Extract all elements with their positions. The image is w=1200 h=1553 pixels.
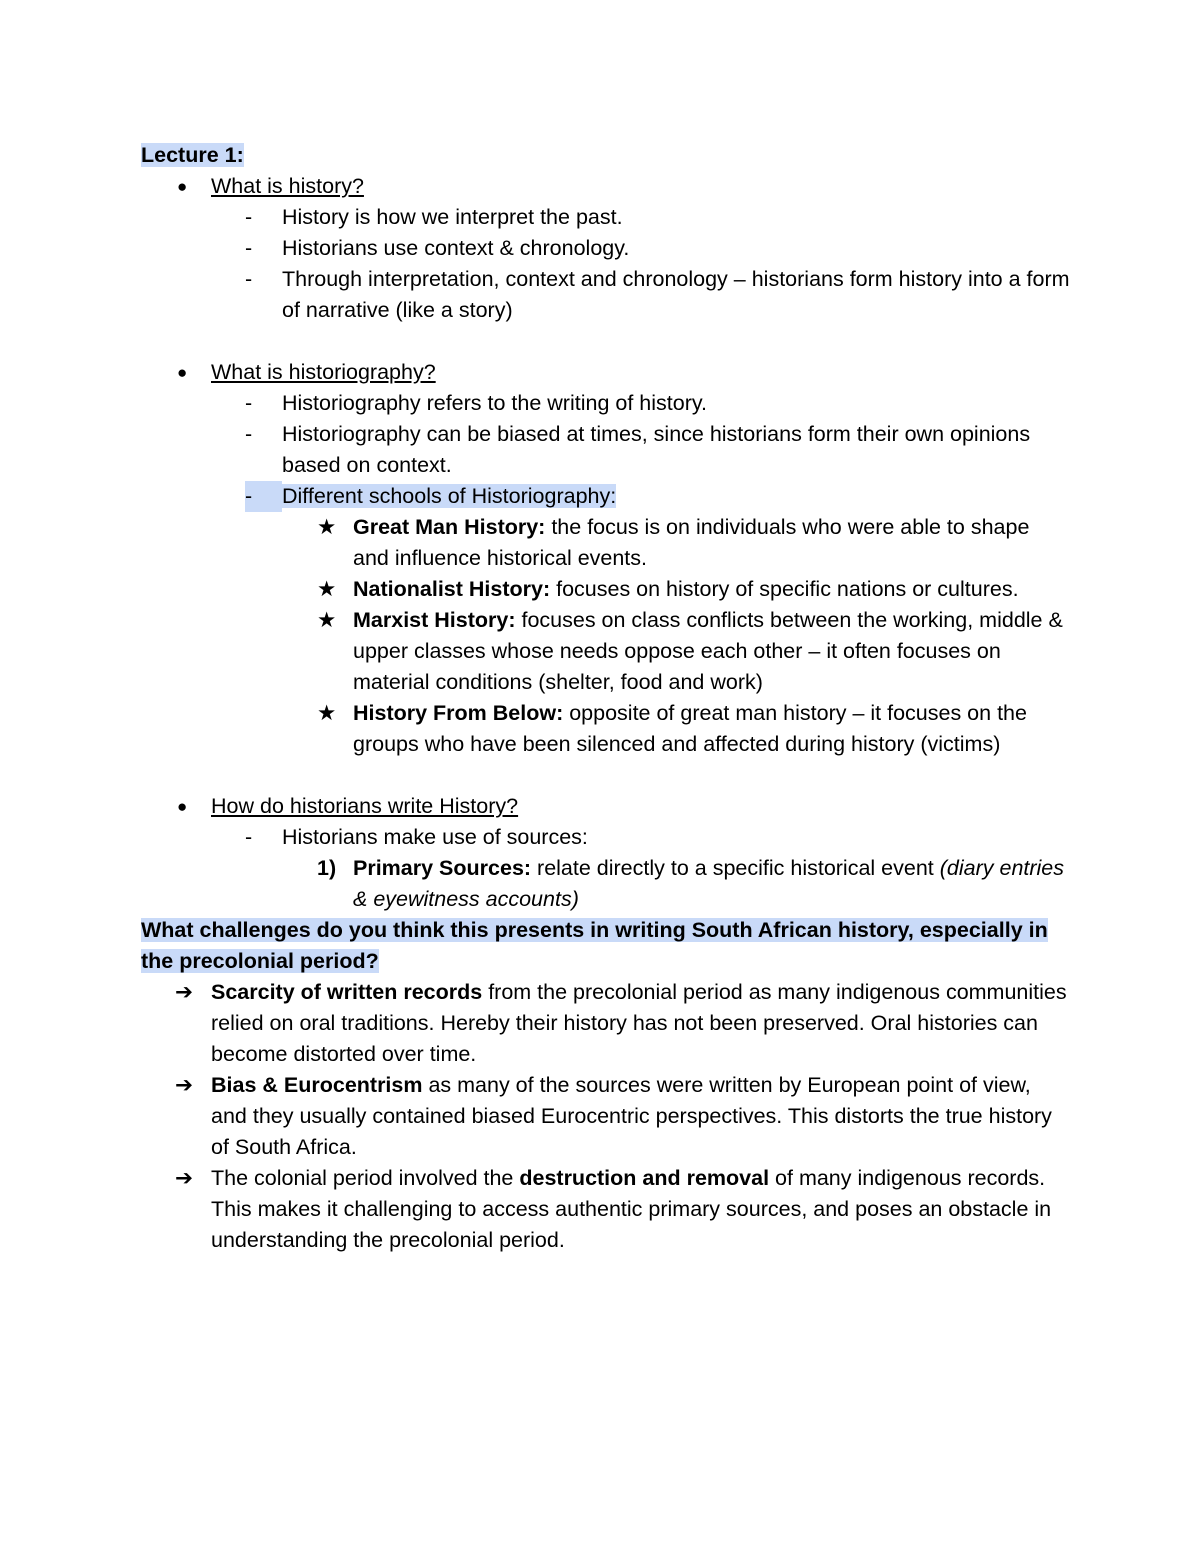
star-icon: ★ <box>317 515 337 539</box>
spacer <box>141 760 1071 791</box>
question-heading: What challenges do you think this presents in writing South African history, especially in the precolonial period? <box>141 918 1048 973</box>
lecture-heading: Lecture 1: <box>141 143 244 167</box>
spacer <box>141 326 1071 357</box>
section-title: What is history? <box>211 174 364 198</box>
dash-icon: - <box>245 267 253 291</box>
list-item: - Historiography can be biased at times, since historians form their own opinions based on context. <box>141 419 1071 481</box>
challenge-item: ➔ The colonial period involved the destruction and removal of many indigenous records. This makes it challenging to access authentic primary sources, and poses an obstacle in understanding the precolonial period. <box>141 1163 1071 1256</box>
section-title: What is historiography? <box>211 360 436 384</box>
school-great-man: ★ Great Man History: the focus is on individuals who were able to shape and influence historical events. <box>141 512 1071 574</box>
school-marxist: ★ Marxist History: focuses on class conflicts between the working, middle & upper classes whose needs oppose each other – it often focuses on material conditions (shelter, food and work) <box>141 605 1071 698</box>
section-what-is-historiography <box>141 357 1071 388</box>
source-primary: 1) Primary Sources: relate directly to a specific historical event (diary entries & eyewitness accounts) <box>141 853 1071 915</box>
challenge-item: ➔ Scarcity of written records from the precolonial period as many indigenous communities relied on oral traditions. Hereby their history has not been preserved. Oral histories can become distorted over time. <box>141 977 1071 1070</box>
dash-icon: - <box>245 825 253 849</box>
list-item: - History is how we interpret the past. <box>141 202 1071 233</box>
star-icon: ★ <box>317 577 337 601</box>
bullet-icon: ● <box>177 363 188 382</box>
challenge-item: ➔ Bias & Eurocentrism as many of the sources were written by European point of view, and they usually contained biased Eurocentric perspectives. This distorts the true history of South Africa. <box>141 1070 1071 1163</box>
arrow-icon: ➔ <box>175 1073 194 1097</box>
list-item: - Historians use context & chronology. <box>141 233 1071 264</box>
list-item: - Through interpretation, context and chronology – historians form history into a form of narrative (like a story) <box>141 264 1071 326</box>
list-item: - Historians make use of sources: <box>141 822 1071 853</box>
school-from-below: ★ History From Below: opposite of great man history – it focuses on the groups who have been silenced and affected during history (victims) <box>141 698 1071 760</box>
bullet-icon: ● <box>177 797 188 816</box>
list-item-highlighted: - Different schools of Historiography: <box>141 481 1071 512</box>
dash-icon: - <box>245 391 253 415</box>
arrow-icon: ➔ <box>175 980 194 1004</box>
section-what-is-history <box>141 171 1071 202</box>
star-icon: ★ <box>317 701 337 725</box>
dash-icon: - <box>245 484 253 508</box>
list-item: - Historiography refers to the writing of history. <box>141 388 1071 419</box>
arrow-icon: ➔ <box>175 1166 194 1190</box>
star-icon: ★ <box>317 608 337 632</box>
section-title: How do historians write History? <box>211 794 519 818</box>
dash-icon: - <box>245 422 253 446</box>
school-nationalist: ★ Nationalist History: focuses on history of specific nations or cultures. <box>141 574 1071 605</box>
document-body <box>141 140 1071 1256</box>
section-how-historians-write <box>141 791 1071 822</box>
bullet-icon: ● <box>177 177 188 196</box>
dash-icon: - <box>245 205 253 229</box>
dash-icon: - <box>245 236 253 260</box>
number-label: 1) <box>317 856 337 880</box>
